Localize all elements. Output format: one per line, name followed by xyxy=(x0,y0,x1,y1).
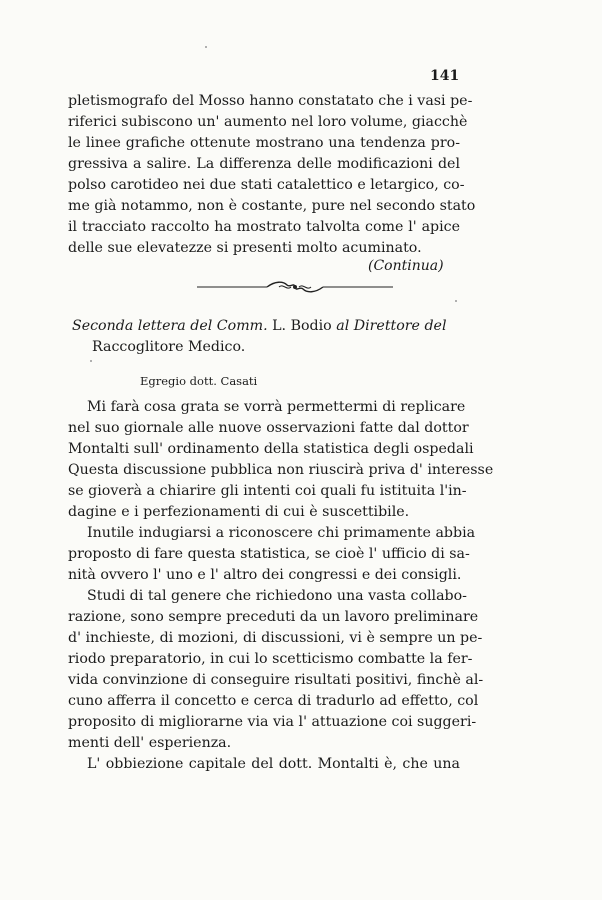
text-line: razione, sono sempre preceduti da un lavoro preliminare xyxy=(68,609,479,625)
text-line: vida convinzione di conseguire risultati positivi, finchè al- xyxy=(68,672,484,688)
text-line: Questa discussione pubblica non riuscirà priva d' interesse xyxy=(68,462,494,478)
scan-speck xyxy=(205,46,207,48)
text-line: nel suo giornale alle nuove osservazioni fatte dal dottor xyxy=(68,420,469,436)
text-line: dagine e i perfezionamenti di cui è suscettibile. xyxy=(68,504,410,520)
letter-title-line2: Raccoglitore Medico. xyxy=(92,339,246,355)
letter-title xyxy=(72,317,446,335)
text-line: L' obbiezione capitale del dott. Montalti è, che una xyxy=(87,756,460,772)
text-line: riferici subiscono un' aumento nel loro volume, giacchè xyxy=(68,114,468,130)
continua-label: (Continua) xyxy=(368,258,444,274)
text-line: proposito di migliorarne via via l' attuazione coi suggeri- xyxy=(68,714,477,730)
text-line: Mi farà cosa grata se vorrà permettermi di replicare xyxy=(87,399,466,415)
text-line: menti dell' esperienza. xyxy=(68,735,232,751)
salutation: Egregio dott. Casati xyxy=(140,374,258,388)
text-line: gressiva a salire. La differenza delle modificazioni del xyxy=(68,156,460,172)
text-line: Montalti sull' ordinamento della statistica degli ospedali xyxy=(68,441,474,457)
text-line: riodo preparatorio, in cui lo scetticismo combatte la fer- xyxy=(68,651,473,667)
text-line: il tracciato raccolto ha mostrato talvolta come l' apice xyxy=(68,219,460,235)
ornament-divider-icon xyxy=(195,279,395,295)
text-line: me già notammo, non è costante, pure nel secondo stato xyxy=(68,198,476,214)
text-line: Studi di tal genere che richiedono una vasta collabo- xyxy=(87,588,467,604)
text-line: nità ovvero l' uno e l' altro dei congressi e dei consigli. xyxy=(68,567,462,583)
text-line: se gioverà a chiarire gli intenti coi quali fu istituita l'in- xyxy=(68,483,467,499)
text-line: pletismografo del Mosso hanno constatato che i vasi pe- xyxy=(68,93,473,109)
page-number: 141 xyxy=(430,68,460,84)
text-line: cuno afferra il concetto e cerca di tradurlo ad effetto, col xyxy=(68,693,479,709)
scan-speck xyxy=(455,300,457,302)
text-line: proposto di fare questa statistica, se cioè l' ufficio di sa- xyxy=(68,546,470,562)
scan-speck xyxy=(90,360,92,362)
letter-title-italic-2: al Direttore del xyxy=(336,318,447,334)
text-line: delle sue elevatezze si presenti molto acuminato. xyxy=(68,240,422,256)
text-line: Inutile indugiarsi a riconoscere chi primamente abbia xyxy=(87,525,476,541)
letter-author: L. Bodio xyxy=(272,318,332,334)
text-line: d' inchieste, di mozioni, di discussioni, vi è sempre un pe- xyxy=(68,630,483,646)
text-line: le linee grafiche ottenute mostrano una tendenza pro- xyxy=(68,135,460,151)
letter-title-italic-1: Seconda lettera del Comm. xyxy=(72,318,268,334)
text-line: polso carotideo nei due stati catalettico e letargico, co- xyxy=(68,177,465,193)
